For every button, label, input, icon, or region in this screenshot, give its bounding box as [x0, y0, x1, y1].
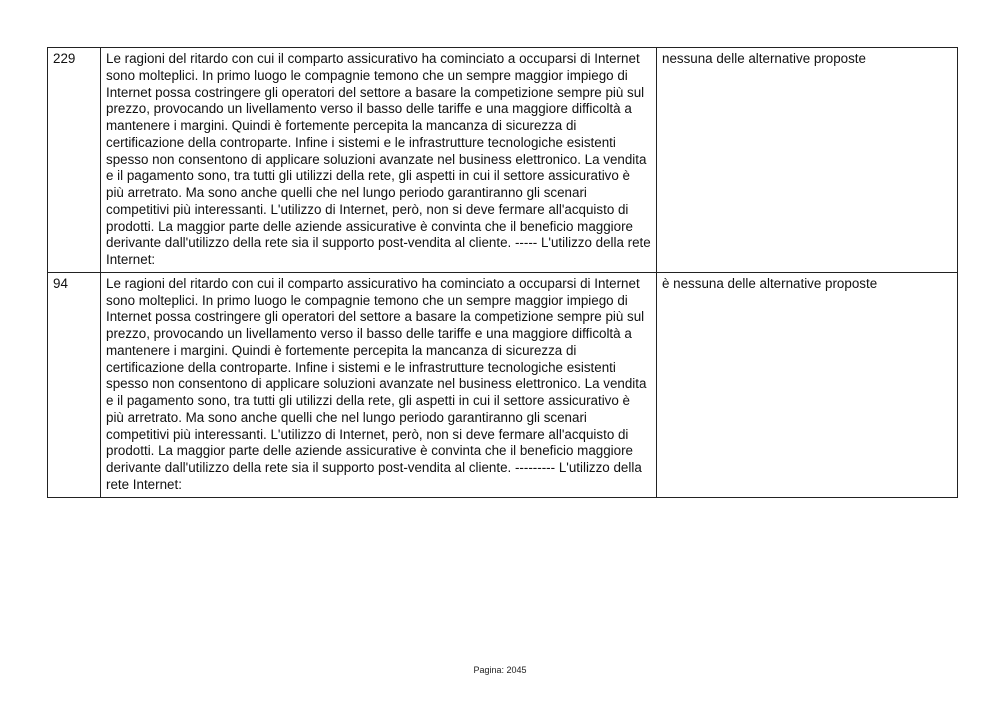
page-number: Pagina: 2045 — [473, 665, 527, 675]
question-text: Le ragioni del ritardo con cui il comparto assicurativo ha cominciato a occuparsi di Internet sono molteplici. In primo luogo le compagnie temono che un sempre maggior impiego di Internet possa costringere gli operatori del settore a basare la competizione sempre più sul prezzo, provocando un livellamento verso il basso delle tariffe e una maggiore difficoltà a mantenere i margini. Quindi è fortemente percepita la mancanza di sicurezza di certificazione della controparte. Infine i sistemi e le infrastrutture tecnologiche esistenti spesso non consentono di applicare soluzioni avanzate nel business elettronico. La vendita e il pagamento sono, tra tutti gli utilizzi della rete, gli aspetti in cui il settore assicurativo è più arretrato. Ma sono anche quelli che nel lungo periodo garantiranno gli scenari competitivi più interessanti. L'utilizzo di Internet, però, non si deve fermare all'acquisto di prodotti. La maggior parte delle aziende assicurative è convinta che il beneficio maggiore derivante dall'utilizzo della rete sia il supporto post-vendita al cliente. --------- L'utilizzo della rete Internet: — [101, 272, 657, 497]
question-table — [47, 47, 958, 498]
answer-text: nessuna delle alternative proposte — [657, 48, 958, 273]
answer-text: è nessuna delle alternative proposte — [657, 272, 958, 497]
question-number: 94 — [48, 272, 101, 497]
table-row — [48, 272, 958, 497]
question-text: Le ragioni del ritardo con cui il comparto assicurativo ha cominciato a occuparsi di Internet sono molteplici. In primo luogo le compagnie temono che un sempre maggior impiego di Internet possa costringere gli operatori del settore a basare la competizione sempre più sul prezzo, provocando un livellamento verso il basso delle tariffe e una maggiore difficoltà a mantenere i margini. Quindi è fortemente percepita la mancanza di sicurezza di certificazione della controparte. Infine i sistemi e le infrastrutture tecnologiche esistenti spesso non consentono di applicare soluzioni avanzate nel business elettronico. La vendita e il pagamento sono, tra tutti gli utilizzi della rete, gli aspetti in cui il settore assicurativo è più arretrato. Ma sono anche quelli che nel lungo periodo garantiranno gli scenari competitivi più interessanti. L'utilizzo di Internet, però, non si deve fermare all'acquisto di prodotti. La maggior parte delle aziende assicurative è convinta che il beneficio maggiore derivante dall'utilizzo della rete sia il supporto post-vendita al cliente. ----- L'utilizzo della rete Internet: — [101, 48, 657, 273]
table-row — [48, 48, 958, 273]
question-number: 229 — [48, 48, 101, 273]
